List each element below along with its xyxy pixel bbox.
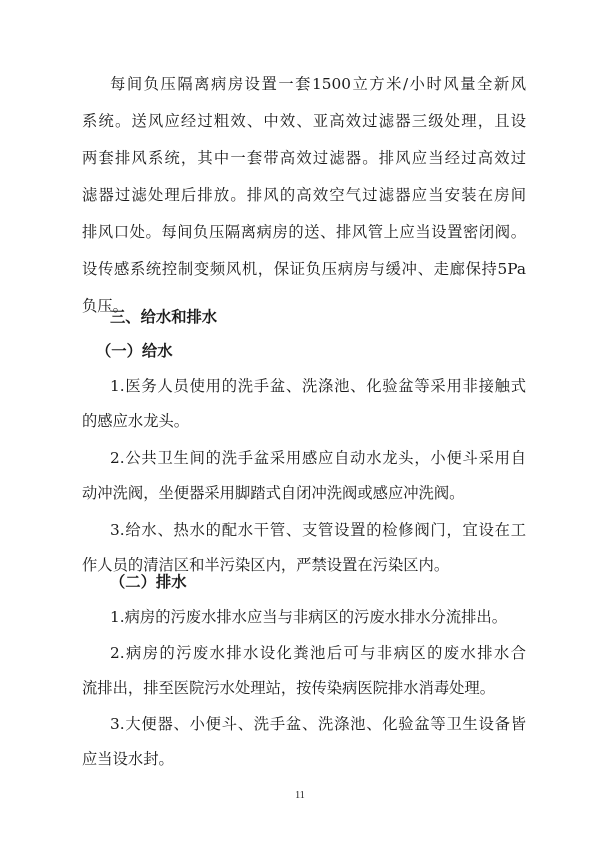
water-supply-item-2-line-1: 2.公共卫生间的洗手盆采用感应自动水龙头，小便斗采用自	[110, 449, 526, 467]
water-supply-item-3-line-1: 3.给水、热水的配水干管、支管设置的检修阀门，宜设在工	[110, 521, 526, 539]
section-heading: 三、给水和排水	[110, 308, 218, 326]
subsection-heading-drainage: （二）排水	[110, 573, 187, 591]
water-supply-item-1-line-1: 1.医务人员使用的洗手盆、洗涤池、化验盆等采用非接触式	[110, 377, 526, 395]
drainage-item-1-line-1: 1.病房的污废水排水应当与非病区的污废水排水分流排出。	[110, 608, 508, 626]
para1-line-2: 系统。送风应经过粗效、中效、亚高效过滤器三级处理，且设	[82, 112, 526, 130]
para1-line-1: 每间负压隔离病房设置一套1500立方米/小时风量全新风	[110, 75, 526, 93]
water-supply-item-2-line-2: 动冲洗阀，坐便器采用脚踏式自闭冲洗阀或感应冲洗阀。	[82, 484, 465, 502]
para1-line-4: 滤器过滤处理后排放。排风的高效空气过滤器应当安装在房间	[82, 186, 526, 204]
para1-line-7: 负压。	[82, 297, 128, 315]
page-number: 11	[295, 790, 305, 801]
drainage-item-2-line-2: 流排出，排至医院污水处理站，按传染病医院排水消毒处理。	[82, 679, 496, 697]
water-supply-item-3-line-2: 作人员的清洁区和半污染区内，严禁设置在污染区内。	[82, 556, 450, 574]
para1-line-3: 两套排风系统，其中一套带高效过滤器。排风应当经过高效过	[82, 149, 526, 167]
para1-line-6: 设传感系统控制变频风机，保证负压病房与缓冲、走廊保持5Pa	[82, 260, 526, 278]
para1-line-5: 排风口处。每间负压隔离病房的送、排风管上应当设置密闭阀。	[82, 223, 526, 241]
subsection-heading-water-supply: （一）给水	[96, 342, 173, 360]
drainage-item-2-line-1: 2.病房的污废水排水设化粪池后可与非病区的废水排水合	[110, 644, 526, 662]
drainage-item-3-line-1: 3.大便器、小便斗、洗手盆、洗涤池、化验盆等卫生设备皆	[110, 715, 526, 733]
water-supply-item-1-line-2: 的感应水龙头。	[82, 412, 190, 430]
drainage-item-3-line-2: 应当设水封。	[82, 750, 174, 768]
